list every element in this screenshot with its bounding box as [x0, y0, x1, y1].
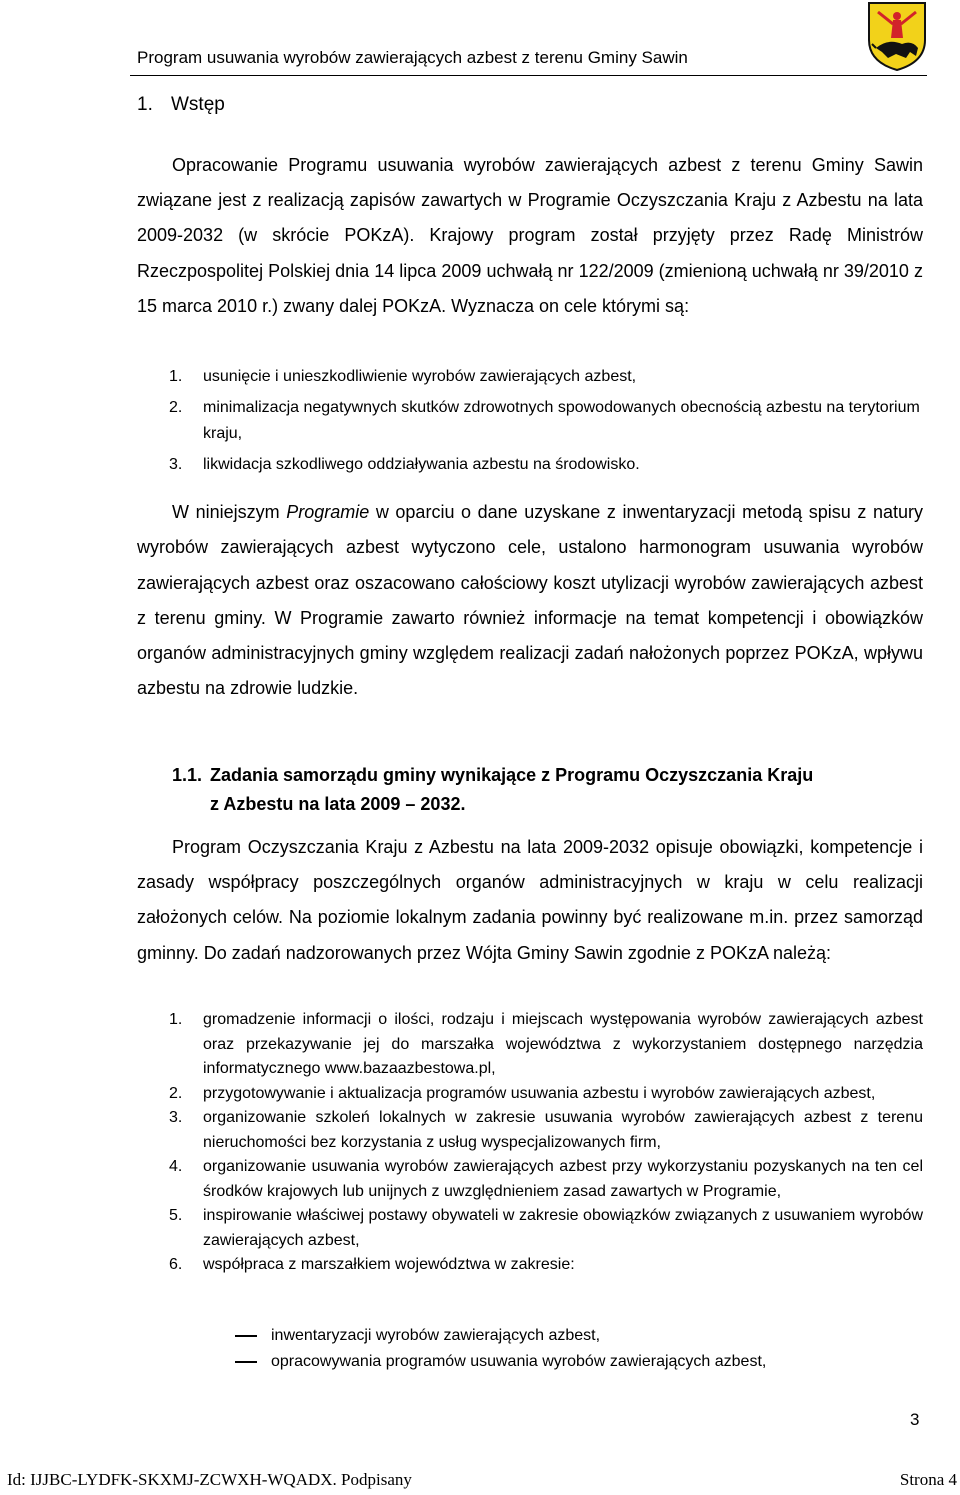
list-item-text: współpraca z marszałkiem województwa w zakresie: [203, 1256, 575, 1273]
intro-paragraph [137, 148, 923, 324]
list-item [169, 1008, 923, 1082]
list-item-text: organizowanie szkoleń lokalnych w zakresie usuwania wyrobów zawierających azbest z terenu nieruchomości bez korzystania z usług wyspecjalizowanych firm, [203, 1109, 923, 1151]
header-rule [130, 75, 927, 76]
running-header: Program usuwania wyrobów zawierających azbest z terenu Gminy Sawin [137, 48, 688, 67]
section-title: Wstęp [171, 94, 225, 115]
list-item [169, 1082, 923, 1107]
list-item [169, 1155, 923, 1204]
list-item-text: likwidacja szkodliwego oddziaływania azbestu na środowisko. [203, 456, 640, 473]
list-item-number: 1. [169, 368, 183, 385]
page-counter: Strona 4 [899, 1470, 957, 1489]
sub-list-item-text: opracowywania programów usuwania wyrobów zawierających azbest, [271, 1353, 767, 1370]
list-item-text: przygotowywanie i aktualizacja programów usuwania azbestu i wyrobów zawierających azbest, [203, 1084, 876, 1102]
list-item-number: 5. [169, 1207, 183, 1224]
list-item-number: 2. [169, 399, 183, 416]
subsection-title-line1: Zadania samorządu gminy wynikające z Programu Oczyszczania Kraju [210, 765, 814, 785]
list-item [169, 361, 923, 392]
tasks-paragraph-text: Program Oczyszczania Kraju z Azbestu na lata 2009-2032 opisuje obowiązki, kompetencje i zasady współpracy poszczególnych organów administracyjnych w kraju w celu realizacji założonych celów. Na poziomie lokalnym zadania powinny być realizowane m.in. przez samorząd gminny. Do zadań nadzorowanych przez Wójta Gminy Sawin zgodnie z POKzA należą: [137, 837, 923, 963]
list-item [169, 1106, 923, 1155]
dash-bullet-icon [235, 1361, 257, 1363]
page-number: 3 [910, 1410, 920, 1429]
list-item-text: minimalizacja negatywnych skutków zdrowotnych spowodowanych obecnością azbestu na terytorium kraju, [203, 399, 920, 442]
list-item [169, 1253, 923, 1278]
program-paragraph-text-end: w oparciu o dane uzyskane z inwentaryzacji metodą spisu z natury wyrobów zawierających azbest wytyczono cele, ustalono harmonogram usuwania wyrobów zawierających azbest oraz oszacowano całościowy koszt utylizacji wyrobów zawierających azbest z terenu gminy. W Programie zawarto również informacje na temat kompetencji i obowiązków organów administracyjnych gminy względem realizacji zadań nałożonych poprzez POKzA, wpływu azbestu na zdrowie ludzkie. [137, 502, 923, 699]
list-item-number: 3. [169, 1109, 183, 1126]
subsection-title-line2: z Azbestu na lata 2009 – 2032. [210, 794, 466, 814]
document-id: Id: IJJBC-LYDFK-SKXMJ-ZCWXH-WQADX. Podpisany [7, 1470, 412, 1489]
subsection-heading [172, 761, 813, 819]
intro-paragraph-text: Opracowanie Programu usuwania wyrobów zawierających azbest z terenu Gminy Sawin związane jest z realizacją zapisów zawartych w Programie Oczyszczania Kraju z Azbestu na lata 2009-2032 (w skrócie POKzA). Krajowy program został przyjęty przez Radę Ministrów Rzeczpospolitej Polskiej dnia 14 lipca 2009 uchwałą nr 122/2009 (zmienioną uchwałą nr 39/2010 z 15 marca 2010 r.) zwany dalej POKzA. Wyznacza on cele którymi są: [137, 155, 923, 316]
coat-of-arms-icon [866, 0, 928, 72]
list-item-number: 2. [169, 1084, 183, 1102]
tasks-list [169, 1008, 923, 1278]
list-item [169, 395, 923, 447]
list-item-number: 6. [169, 1256, 183, 1273]
sub-list-item [271, 1349, 911, 1375]
list-item-number: 4. [169, 1158, 183, 1175]
list-item-number: 3. [169, 456, 183, 473]
goals-list [169, 361, 923, 480]
program-paragraph [137, 495, 923, 707]
dash-bullet-icon [235, 1335, 257, 1337]
list-item [169, 1204, 923, 1253]
sub-list-item [271, 1323, 911, 1349]
list-item-text: organizowanie usuwania wyrobów zawierających azbest przy wykorzystaniu pozyskanych na ten cel środków krajowych lub unijnych z uwzględnieniem zasad zawartych w Programie, [203, 1158, 923, 1200]
program-italic: Programie [286, 502, 370, 522]
list-item-text: usunięcie i unieszkodliwienie wyrobów zawierających azbest, [203, 368, 637, 385]
list-item-number: 1. [169, 1011, 183, 1028]
list-item-text: gromadzenie informacji o ilości, rodzaju i miejscach występowania wyrobów zawierających azbest oraz przekazywanie jej do marszałka województwa z wykorzystaniem dostępnego narzędzia informatycznego www.bazaazbestowa.pl, [203, 1011, 923, 1077]
subsection-number: 1.1. [172, 765, 203, 785]
sub-list-item-text: inwentaryzacji wyrobów zawierających azbest, [271, 1327, 601, 1344]
section-number: 1. [137, 94, 153, 115]
tasks-paragraph [137, 830, 923, 971]
section-heading [137, 94, 225, 116]
list-item [169, 449, 923, 480]
list-item-text: inspirowanie właściwej postawy obywateli w zakresie obowiązków związanych z usuwaniem wyrobów zawierających azbest, [203, 1207, 923, 1249]
program-paragraph-text-start: W niniejszym [172, 502, 287, 522]
